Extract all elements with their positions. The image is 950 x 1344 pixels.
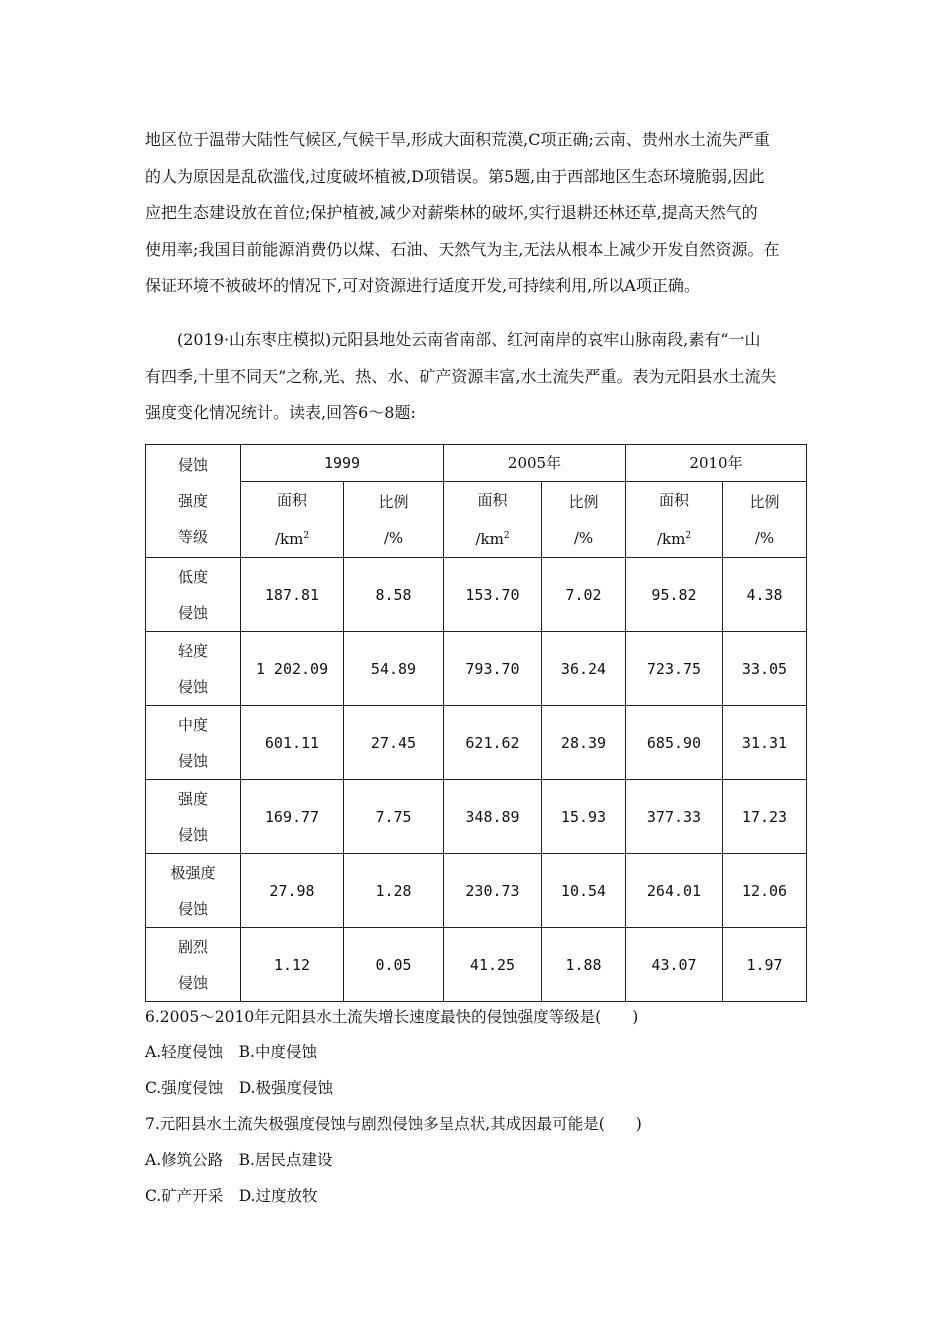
value-cell: 377.33: [626, 780, 723, 854]
area-label: 面积: [276, 491, 307, 509]
value-cell: 4.38: [723, 558, 807, 632]
ratio-header-cell: [542, 482, 626, 558]
answer-explanation-paragraph: [145, 122, 810, 305]
table-row: [146, 780, 807, 854]
ratio-header-cell: [344, 482, 444, 558]
value-cell: 33.05: [723, 632, 807, 706]
value-cell: 187.81: [241, 558, 344, 632]
value-cell: 12.06: [723, 854, 807, 928]
ratio-header-cell: [723, 482, 807, 558]
grade-line: 中度: [177, 715, 208, 734]
table-row: [146, 558, 807, 632]
text-line: 地区位于温带大陆性气候区,气候干旱,形成大面积荒漠,C项正确;云南、贵州水土流失严重: [145, 130, 770, 149]
value-cell: 43.07: [626, 928, 723, 1002]
ratio-label: 比例: [749, 492, 780, 511]
header-corner-cell: [146, 445, 241, 558]
value-cell: 621.62: [444, 706, 542, 780]
grade-line: 低度: [177, 567, 208, 586]
value-cell: 230.73: [444, 854, 542, 928]
grade-line: 侵蚀: [177, 899, 208, 918]
value-cell: 153.70: [444, 558, 542, 632]
value-cell: 8.58: [344, 558, 444, 632]
corner-line: 侵蚀: [177, 456, 208, 474]
table-row: [146, 928, 807, 1002]
ratio-label: 比例: [378, 492, 409, 511]
question-stem-paragraph: [145, 322, 810, 432]
table-header-row: [146, 445, 807, 482]
text-line: 有四季,十里不同天”之称,光、热、水、矿产资源丰富,水土流失严重。表为元阳县水土流失: [145, 366, 777, 386]
value-cell: 264.01: [626, 854, 723, 928]
value-cell: 36.24: [542, 632, 626, 706]
value-cell: 723.75: [626, 632, 723, 706]
question-6: 6.2005～2010年元阳县水土流失增长速度最快的侵蚀强度等级是( ): [145, 1008, 639, 1026]
question-7: 7.元阳县水土流失极强度侵蚀与剧烈侵蚀多呈点状,其成因最可能是( ): [145, 1115, 642, 1133]
value-cell: 1.12: [241, 928, 344, 1002]
text-line: 保证环境不被破坏的情况下,可对资源进行适度开发,可持续利用,所以A项正确。: [145, 276, 700, 295]
area-unit-sup: 2: [503, 531, 510, 541]
grade-cell: [146, 558, 241, 632]
value-cell: 1.88: [542, 928, 626, 1002]
year-header-cell: 2010年: [626, 445, 807, 482]
ratio-unit: /%: [754, 528, 775, 547]
grade-line: 轻度: [177, 641, 208, 660]
value-cell: 601.11: [241, 706, 344, 780]
table-subheader-row: [146, 482, 807, 558]
value-cell: 7.75: [344, 780, 444, 854]
question-7-options-ab: A.修筑公路 B.居民点建设: [145, 1151, 333, 1169]
erosion-statistics-table: [145, 444, 807, 1002]
grade-line: 侵蚀: [177, 603, 208, 622]
table-row: [146, 854, 807, 928]
value-cell: 41.25: [444, 928, 542, 1002]
grade-line: 侵蚀: [177, 825, 208, 844]
value-cell: 0.05: [344, 928, 444, 1002]
area-header-cell: [444, 482, 542, 558]
value-cell: 1 202.09: [241, 632, 344, 706]
area-label: 面积: [658, 491, 689, 509]
text-line: 强度变化情况统计。读表,回答6～8题:: [145, 403, 416, 422]
ratio-label: 比例: [568, 492, 599, 511]
year-header-cell: 1999: [241, 445, 444, 482]
ratio-unit: /%: [573, 528, 594, 547]
value-cell: 31.31: [723, 706, 807, 780]
text-line: (2019·山东枣庄模拟)元阳县地处云南省南部、红河南岸的哀牢山脉南段,素有“一山: [145, 330, 761, 349]
area-unit: /km: [475, 530, 504, 548]
text-line: 使用率;我国目前能源消费仍以煤、石油、天然气为主,无法从根本上减少开发自然资源。在: [145, 239, 780, 259]
question-7-options-cd: C.矿产开采 D.过度放牧: [145, 1187, 318, 1205]
question-6-options-ab: A.轻度侵蚀 B.中度侵蚀: [145, 1043, 317, 1061]
grade-line: 侵蚀: [177, 973, 208, 992]
value-cell: 54.89: [344, 632, 444, 706]
grade-line: 强度: [177, 789, 208, 808]
grade-cell: [146, 632, 241, 706]
text-line: 的人为原因是乱砍滥伐,过度破坏植被,D项错误。第5题,由于西部地区生态环境脆弱,因此: [145, 166, 765, 186]
value-cell: 10.54: [542, 854, 626, 928]
value-cell: 169.77: [241, 780, 344, 854]
grade-line: 侵蚀: [177, 677, 208, 696]
grade-cell: [146, 854, 241, 928]
value-cell: 685.90: [626, 706, 723, 780]
grade-cell: [146, 780, 241, 854]
value-cell: 793.70: [444, 632, 542, 706]
grade-line: 剧烈: [177, 937, 208, 956]
value-cell: 1.97: [723, 928, 807, 1002]
grade-line: 极强度: [170, 863, 216, 882]
table-row: [146, 706, 807, 780]
area-unit: /km: [656, 530, 686, 548]
question-6-options-cd: C.强度侵蚀 D.极强度侵蚀: [145, 1079, 334, 1097]
value-cell: 15.93: [542, 780, 626, 854]
text-line: 应把生态建设放在首位;保护植被,减少对薪柴林的破坏,实行退耕还林还草,提高天然气的: [145, 203, 758, 222]
value-cell: 27.98: [241, 854, 344, 928]
grade-cell: [146, 706, 241, 780]
area-unit: /km: [274, 530, 304, 548]
area-header-cell: [626, 482, 723, 558]
area-unit-sup: 2: [685, 531, 692, 541]
value-cell: 28.39: [542, 706, 626, 780]
area-unit-sup: 2: [303, 531, 310, 541]
corner-line: 强度: [177, 492, 208, 510]
value-cell: 27.45: [344, 706, 444, 780]
area-label: 面积: [477, 491, 508, 509]
corner-line: 等级: [177, 528, 208, 546]
ratio-unit: /%: [383, 528, 404, 547]
grade-line: 侵蚀: [177, 751, 208, 770]
value-cell: 1.28: [344, 854, 444, 928]
grade-cell: [146, 928, 241, 1002]
value-cell: 7.02: [542, 558, 626, 632]
value-cell: 348.89: [444, 780, 542, 854]
value-cell: 95.82: [626, 558, 723, 632]
table-row: [146, 632, 807, 706]
area-header-cell: [241, 482, 344, 558]
year-header-cell: 2005年: [444, 445, 626, 482]
value-cell: 17.23: [723, 780, 807, 854]
